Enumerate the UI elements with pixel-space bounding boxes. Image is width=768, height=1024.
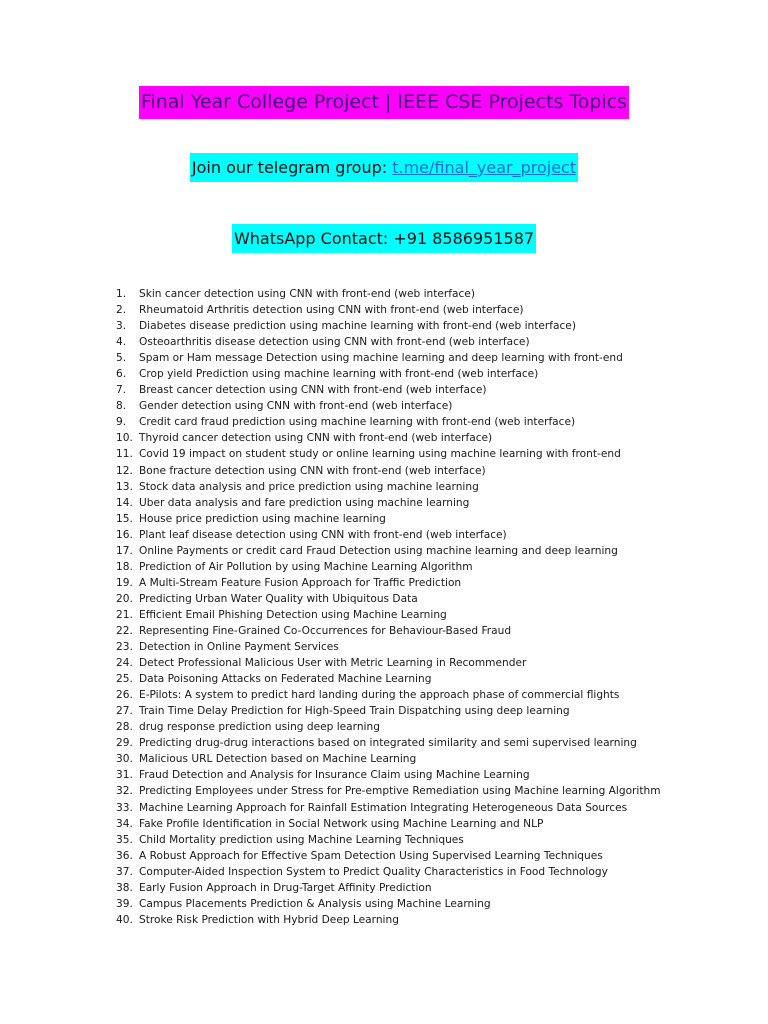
list-item-text: Detect Professional Malicious User with Metric Learning in Recommender <box>139 657 527 670</box>
list-item-text: Predicting Employees under Stress for Pre-emptive Remediation using Machine learning Algorithm <box>139 785 661 798</box>
list-item-text: Osteoarthritis disease detection using CNN with front-end (web interface) <box>139 336 530 349</box>
list-item <box>116 463 736 479</box>
list-item-number: 6. <box>116 368 127 381</box>
list-item-text: Plant leaf disease detection using CNN with front-end (web interface) <box>139 528 507 541</box>
list-item-number: 2. <box>116 304 127 317</box>
page-title: Final Year College Project | IEEE CSE Projects Topics <box>139 86 629 119</box>
telegram-label: Join our telegram group: <box>191 158 393 177</box>
list-item <box>116 479 736 495</box>
list-item-number: 34. <box>116 817 133 830</box>
list-item-text: Skin cancer detection using CNN with front-end (web interface) <box>139 288 475 300</box>
list-item-number: 20. <box>116 592 133 605</box>
list-item <box>116 430 736 446</box>
list-item-number: 22. <box>116 624 133 637</box>
list-item-number: 3. <box>116 320 127 333</box>
whatsapp-row <box>0 224 768 253</box>
list-item-number: 21. <box>116 608 133 621</box>
list-item-text: Detection in Online Payment Services <box>139 641 339 654</box>
list-item <box>116 880 736 896</box>
list-item-text: House price prediction using machine learning <box>139 512 386 525</box>
list-item-number: 1. <box>116 288 127 300</box>
list-item-text: Thyroid cancer detection using CNN with front-end (web interface) <box>139 432 493 445</box>
list-item-number: 18. <box>116 560 133 573</box>
project-list <box>116 286 736 928</box>
list-item <box>116 848 736 864</box>
list-item <box>116 511 736 527</box>
list-item <box>116 382 736 398</box>
list-item <box>116 302 736 318</box>
telegram-link[interactable]: t.me/final_year_project <box>392 158 577 177</box>
list-item <box>116 671 736 687</box>
list-item-text: Breast cancer detection using CNN with front-end (web interface) <box>139 384 487 397</box>
list-item <box>116 687 736 703</box>
list-item-text: Diabetes disease prediction using machine learning with front-end (web interface) <box>139 320 576 333</box>
list-item <box>116 607 736 623</box>
list-item-number: 30. <box>116 753 133 766</box>
list-item <box>116 639 736 655</box>
list-item <box>116 334 736 350</box>
list-item-number: 5. <box>116 352 127 365</box>
list-item-text: Stroke Risk Prediction with Hybrid Deep Learning <box>139 913 399 926</box>
list-item-number: 32. <box>116 785 133 798</box>
list-item <box>116 318 736 334</box>
list-item-number: 27. <box>116 705 133 718</box>
list-item-text: A Multi-Stream Feature Fusion Approach for Traffic Prediction <box>139 576 462 589</box>
telegram-line <box>190 153 578 182</box>
list-item-text: Fraud Detection and Analysis for Insurance Claim using Machine Learning <box>139 769 530 782</box>
list-item-text: Fake Profile Identification in Social Network using Machine Learning and NLP <box>139 817 544 830</box>
list-item <box>116 495 736 511</box>
list-item <box>116 816 736 832</box>
list-item-text: E-Pilots: A system to predict hard landing during the approach phase of commercial flights <box>139 689 620 702</box>
list-item <box>116 446 736 462</box>
list-item-number: 13. <box>116 480 133 493</box>
list-item-text: Gender detection using CNN with front-end (web interface) <box>139 400 453 413</box>
list-item <box>116 575 736 591</box>
list-item-number: 19. <box>116 576 133 589</box>
list-item-number: 23. <box>116 641 133 654</box>
list-item-number: 24. <box>116 657 133 670</box>
list-item-text: A Robust Approach for Effective Spam Detection Using Supervised Learning Techniques <box>139 849 603 862</box>
list-item <box>116 350 736 366</box>
list-item <box>116 414 736 430</box>
list-item-number: 7. <box>116 384 127 397</box>
list-item-number: 29. <box>116 737 133 750</box>
list-item <box>116 751 736 767</box>
list-item <box>116 527 736 543</box>
list-item <box>116 286 736 302</box>
list-item <box>116 623 736 639</box>
list-item-text: Representing Fine-Grained Co-Occurrences for Behaviour-Based Fraud <box>139 624 512 637</box>
list-item-number: 40. <box>116 913 133 926</box>
list-item-number: 31. <box>116 769 133 782</box>
list-item <box>116 543 736 559</box>
list-item-text: Efficient Email Phishing Detection using Machine Learning <box>139 608 447 621</box>
title-row <box>0 86 768 119</box>
list-item-text: Predicting drug-drug interactions based on integrated similarity and semi supervised learning <box>139 737 637 750</box>
list-item <box>116 767 736 783</box>
list-item <box>116 398 736 414</box>
list-item-text: Prediction of Air Pollution by using Machine Learning Algorithm <box>139 560 473 573</box>
list-item-text: Online Payments or credit card Fraud Detection using machine learning and deep learning <box>139 544 618 557</box>
list-item-number: 36. <box>116 849 133 862</box>
list-item-text: drug response prediction using deep learning <box>139 721 380 734</box>
list-item <box>116 703 736 719</box>
list-item <box>116 832 736 848</box>
whatsapp-contact: WhatsApp Contact: +91 8586951587 <box>232 224 536 253</box>
list-item-text: Train Time Delay Prediction for High-Speed Train Dispatching using deep learning <box>139 705 570 718</box>
list-item-number: 9. <box>116 416 127 429</box>
list-item-number: 25. <box>116 673 133 686</box>
list-item-text: Predicting Urban Water Quality with Ubiquitous Data <box>139 592 418 605</box>
list-item-text: Malicious URL Detection based on Machine Learning <box>139 753 417 766</box>
list-item-number: 16. <box>116 528 133 541</box>
list-item-text: Credit card fraud prediction using machine learning with front-end (web interface) <box>139 416 576 429</box>
list-item-number: 14. <box>116 496 133 509</box>
list-item <box>116 655 736 671</box>
list-item-text: Uber data analysis and fare prediction using machine learning <box>139 496 470 509</box>
list-item <box>116 366 736 382</box>
list-item-number: 35. <box>116 833 133 846</box>
list-item-number: 10. <box>116 432 133 445</box>
list-item-text: Data Poisoning Attacks on Federated Machine Learning <box>139 673 432 686</box>
list-item-number: 4. <box>116 336 127 349</box>
list-item <box>116 735 736 751</box>
telegram-row <box>0 153 768 182</box>
list-item-text: Computer-Aided Inspection System to Predict Quality Characteristics in Food Technology <box>139 865 608 878</box>
list-item-number: 39. <box>116 897 133 910</box>
list-item-text: Campus Placements Prediction & Analysis using Machine Learning <box>139 897 491 910</box>
list-item <box>116 783 736 799</box>
list-item <box>116 559 736 575</box>
list-item-text: Stock data analysis and price prediction using machine learning <box>139 480 479 493</box>
list-item-text: Early Fusion Approach in Drug-Target Affinity Prediction <box>139 881 432 894</box>
list-item-number: 26. <box>116 689 133 702</box>
list-item <box>116 591 736 607</box>
list-item-number: 8. <box>116 400 127 413</box>
list-item-number: 28. <box>116 721 133 734</box>
list-item <box>116 800 736 816</box>
list-item-text: Spam or Ham message Detection using machine learning and deep learning with front-end <box>139 352 623 365</box>
list-item-text: Machine Learning Approach for Rainfall Estimation Integrating Heterogeneous Data Sources <box>139 801 628 814</box>
list-item-number: 17. <box>116 544 133 557</box>
list-item-text: Child Mortality prediction using Machine Learning Techniques <box>139 833 464 846</box>
list-item <box>116 864 736 880</box>
list-item-number: 12. <box>116 464 133 477</box>
list-item <box>116 896 736 912</box>
list-item-number: 38. <box>116 881 133 894</box>
list-item-number: 15. <box>116 512 133 525</box>
list-item-text: Rheumatoid Arthritis detection using CNN with front-end (web interface) <box>139 304 524 317</box>
list-item <box>116 719 736 735</box>
list-item-text: Crop yield Prediction using machine learning with front-end (web interface) <box>139 368 539 381</box>
list-item <box>116 912 736 928</box>
list-item-number: 33. <box>116 801 133 814</box>
list-item-number: 37. <box>116 865 133 878</box>
list-item-number: 11. <box>116 448 133 461</box>
list-item-text: Bone fracture detection using CNN with front-end (web interface) <box>139 464 486 477</box>
list-item-text: Covid 19 impact on student study or online learning using machine learning with front-end <box>139 448 621 461</box>
